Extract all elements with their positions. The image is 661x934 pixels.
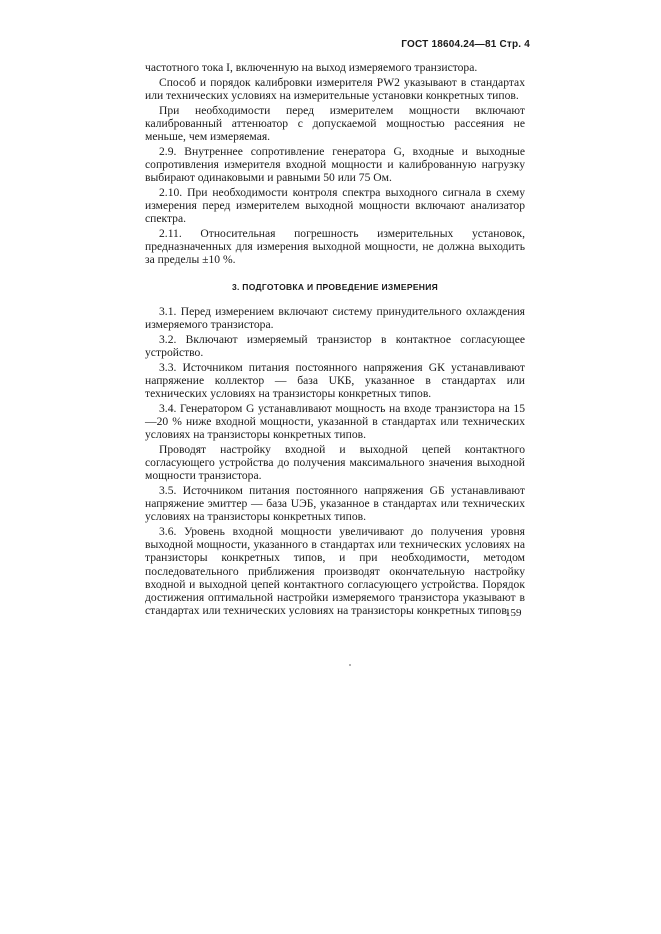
page-header: ГОСТ 18604.24—81 Стр. 4 — [401, 39, 530, 50]
scan-speck — [349, 664, 351, 666]
paragraph-3-3: 3.3. Источником питания постоянного напряжения GК устанавливают напряжение коллектор — база UКБ, указанное в стандартах или технических условиях на транзисторы конкретных типов. — [145, 360, 525, 400]
paragraph-2-10: 2.10. При необходимости контроля спектра выходного сигнала в схему измерения перед измерителем выходной мощности включают анализатор спектра. — [145, 185, 525, 226]
paragraph-3-1: 3.1. Перед измерением включают систему принудительного охлаждения измеряемого транзистора. — [145, 304, 525, 331]
paragraph: Способ и порядок калибровки измерителя PW2 указывают в стандартах или технических условиях на измерительные установки конкретных типов. — [145, 75, 525, 102]
section-title: 3. ПОДГОТОВКА И ПРОВЕДЕНИЕ ИЗМЕРЕНИЯ — [231, 281, 439, 292]
paragraph-3-5: 3.5. Источником питания постоянного напряжения GБ устанавливают напряжение эмиттер — база UЭБ, указанное в стандартах или технических условиях на транзисторы конкретных типов. — [145, 483, 525, 524]
paragraph: При необходимости перед измерителем мощности включают калиброванный аттенюатор с допускаемой мощностью рассеяния не меньше, чем измеряемая. — [145, 103, 525, 144]
body-text — [145, 61, 525, 619]
paragraph-3-6: 3.6. Уровень входной мощности увеличивают до получения уровня выходной мощности, указанного в стандартах или технических условиях на транзисторы конкретных типов, и при необходимости, методом последовательного приближения производят окончательную настройку входной и выходной цепей контактного согласующего устройства. Порядок достижения оптимальной настройки измеряемого транзистора указывают в стандартах или технических условиях на транзисторы конкретных типов. — [145, 525, 525, 618]
paragraph: Проводят настройку входной и выходной цепей контактного согласующего устройства до получения максимального значения выходной мощности транзистора. — [145, 442, 525, 483]
page-number: 159 — [505, 607, 522, 619]
paragraph-3-4: 3.4. Генератором G устанавливают мощность на входе транзистора на 15—20 % ниже входной мощности, указанной в стандартах или технических условиях на транзисторы конкретных типов. — [145, 401, 525, 442]
paragraph-3-2: 3.2. Включают измеряемый транзистор в контактное согласующее устройство. — [145, 332, 525, 359]
paragraph-2-11: 2.11. Относительная погрешность измерительных установок, предназначенных для измерения выходной мощности, не должна выходить за пределы ±10 %. — [145, 226, 525, 267]
paragraph: частотного тока I, включенную на выход измеряемого транзистора. — [145, 61, 478, 74]
paragraph-2-9: 2.9. Внутреннее сопротивление генератора G, входные и выходные сопротивления измерителя входной мощности и калиброванную нагрузку выбирают одинаковыми и равными 50 или 75 Ом. — [145, 144, 525, 185]
